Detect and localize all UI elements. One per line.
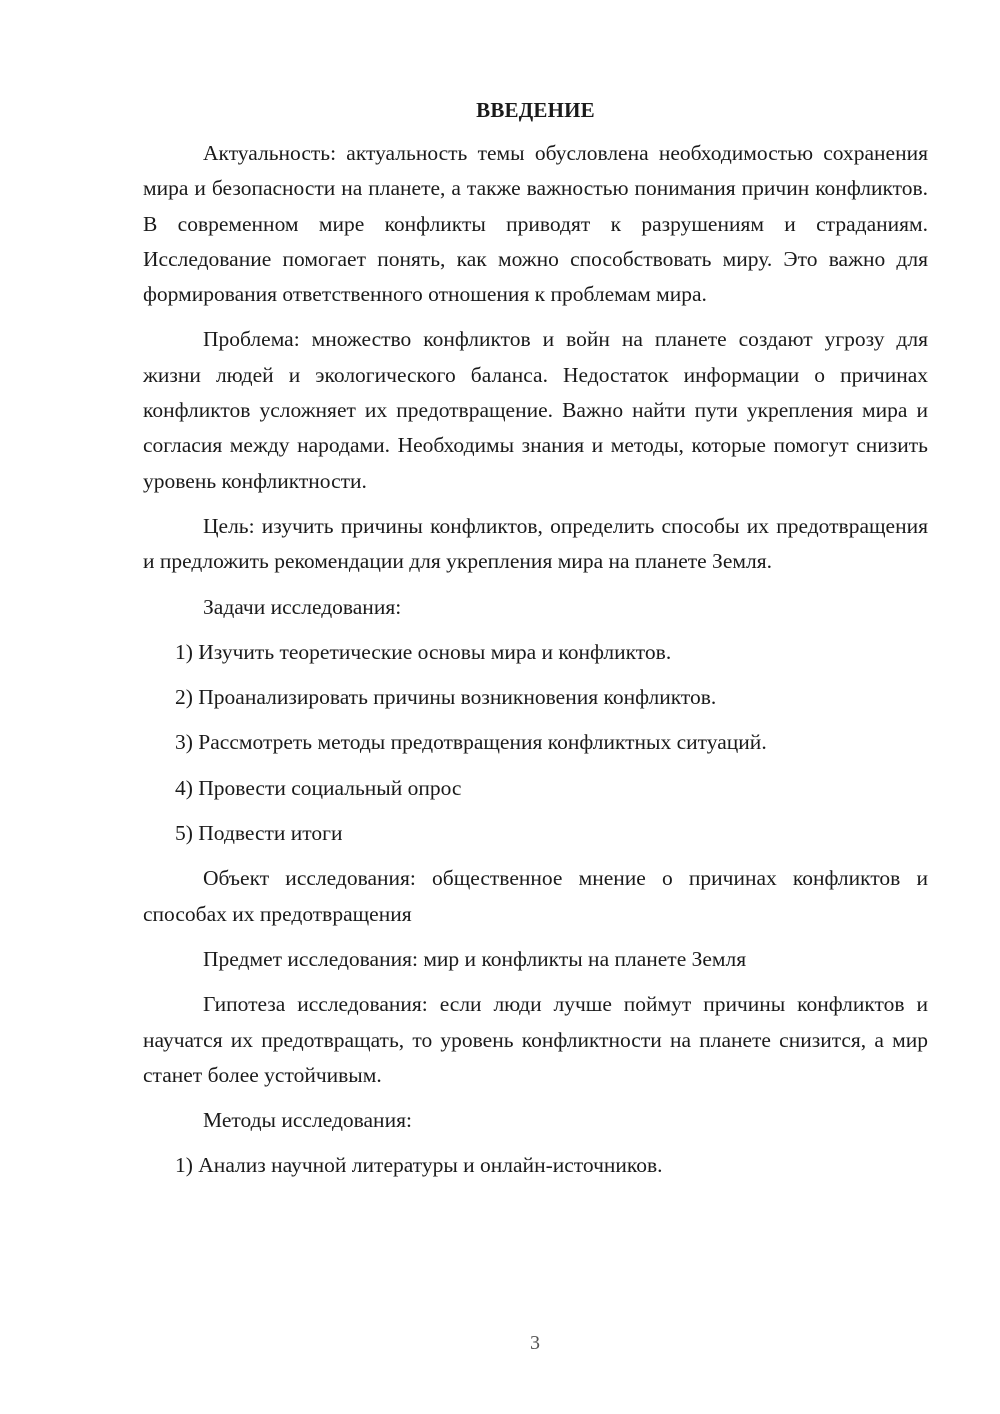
object-paragraph: Объект исследования: общественное мнение о причинах конфликтов и способах их предотвращения [143,866,928,926]
page-title: ВВЕДЕНИЕ [476,98,595,122]
task-item-4: 4) Провести социальный опрос [175,775,462,800]
hypothesis-paragraph: Гипотеза исследования: если люди лучше поймут причины конфликтов и научатся их предотвращать, то уровень конфликтности на планете снизится, а мир станет более устойчивым. [143,992,928,1087]
page-number: 3 [530,1332,540,1354]
task-item-2: 2) Проанализировать причины возникновения конфликтов. [175,685,717,710]
tasks-heading: Задачи исследования: [203,594,402,619]
subject-paragraph: Предмет исследования: мир и конфликты на планете Земля [203,946,747,971]
task-item-5: 5) Подвести итоги [175,821,343,846]
document-page [143,94,928,1184]
method-item-1: 1) Анализ научной литературы и онлайн-источников. [175,1153,663,1178]
goal-paragraph: Цель: изучить причины конфликтов, определить способы их предотвращения и предложить рекомендации для укрепления мира на планете Земля. [143,513,928,574]
task-item-3: 3) Рассмотреть методы предотвращения конфликтных ситуаций. [175,730,767,755]
problem-paragraph: Проблема: множество конфликтов и войн на планете создают угрозу для жизни людей и экологического баланса. Недостаток информации о причинах конфликтов усложняет их предотвращение. Важно найти пути укрепления мира и согласия между народами. Необходимы знания и методы, которые помогут снизить уровень конфликтности. [143,327,928,493]
task-item-1: 1) Изучить теоретические основы мира и конфликтов. [175,639,672,664]
actuality-paragraph: Актуальность: актуальность темы обусловлена необходимостью сохранения мира и безопасности на планете, а также важностью понимания причин конфликтов. В современном мире конфликты приводят к разрушениям и страданиям. Исследование помогает понять, как можно способствовать миру. Это важно для формирования ответственного отношения к проблемам мира. [143,141,928,307]
methods-heading: Методы исследования: [203,1108,412,1133]
